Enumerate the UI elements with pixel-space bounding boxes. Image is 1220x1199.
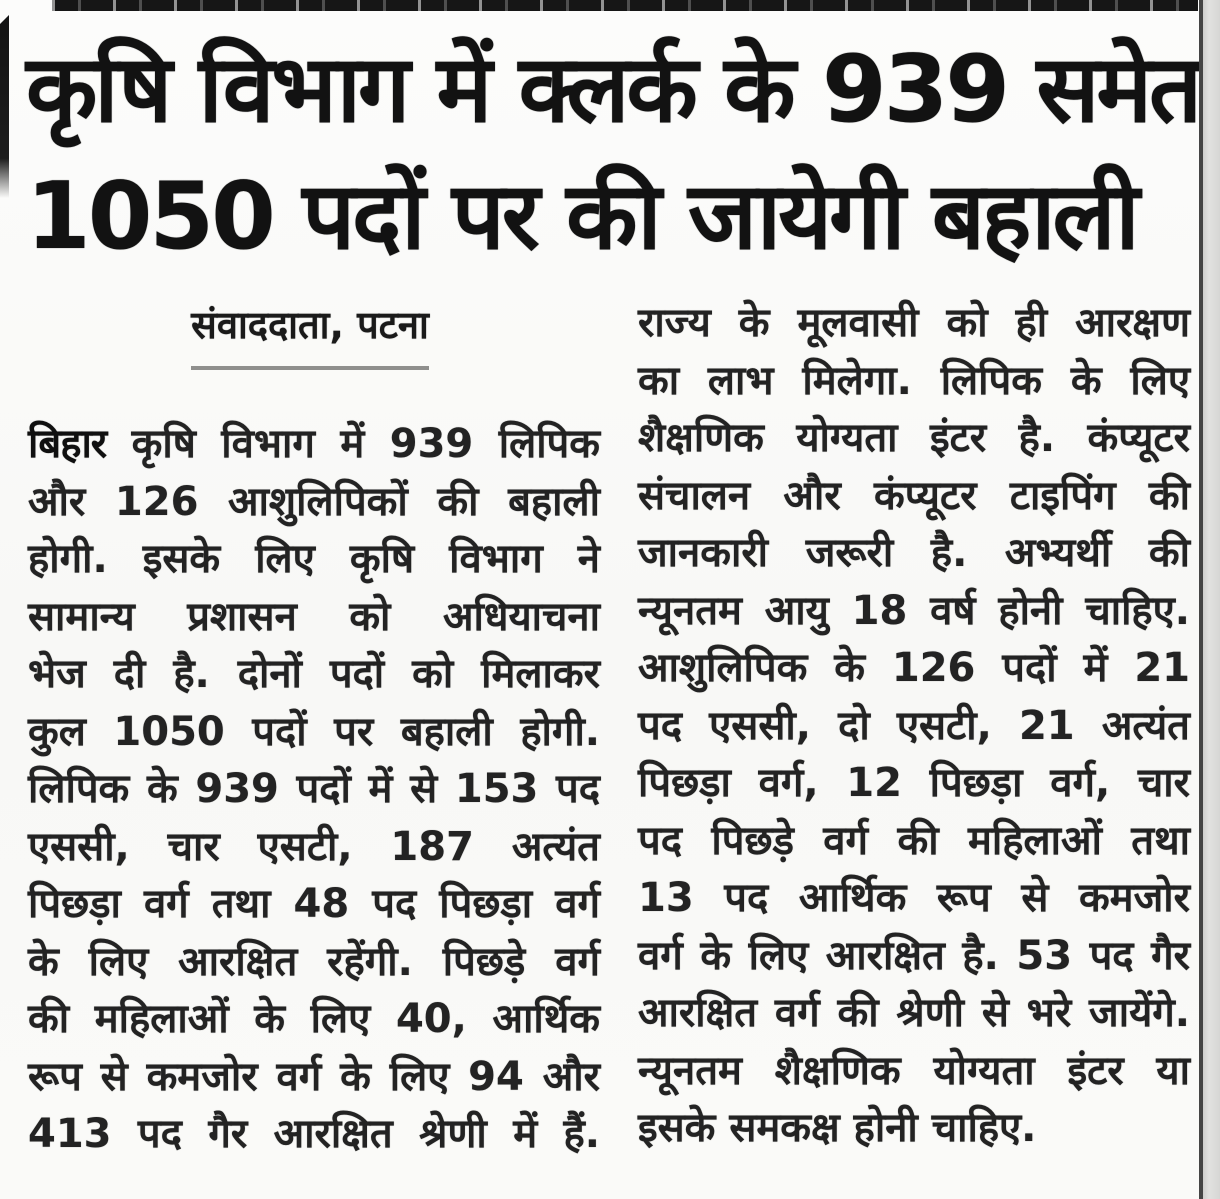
article-headline — [26, 26, 1199, 280]
body-line: कुल 1050 पदों पर बहाली होगी. — [28, 708, 600, 755]
scan-corner-notch — [0, 0, 24, 24]
body-line: बिहार कृषि विभाग में 939 लिपिक — [28, 421, 600, 467]
body-line: होगी. इसके लिए कृषि विभाग ने — [28, 536, 600, 582]
body-line: आरक्षित वर्ग की श्रेणी से भरे जायेंगे. — [638, 990, 1190, 1036]
body-line: और 126 आशुलिपिकों की बहाली — [28, 478, 600, 525]
body-line: के लिए आरक्षित रहेंगी. पिछड़े वर्ग — [28, 938, 600, 985]
body-line: सामान्य प्रशासन को अधियाचना — [28, 593, 600, 640]
body-line: आशुलिपिक के 126 पदों में 21 — [638, 645, 1190, 691]
article-column-left — [28, 416, 600, 1164]
body-line: का लाभ मिलेगा. लिपिक के लिए — [638, 357, 1190, 404]
body-line: भेज दी है. दोनों पदों को मिलाकर — [28, 651, 600, 697]
body-line: जानकारी जरूरी है. अभ्यर्थी की — [638, 530, 1190, 576]
body-line: शैक्षणिक योग्यता इंटर है. कंप्यूटर — [638, 415, 1190, 461]
body-line: पिछड़ा वर्ग तथा 48 पद पिछड़ा वर्ग — [28, 881, 600, 927]
byline-rule — [191, 366, 429, 370]
scan-edge-left-bar — [0, 0, 9, 198]
body-line: 13 पद आर्थिक रूप से कमजोर — [638, 875, 1190, 921]
body-line: एससी, चार एसटी, 187 अत्यंत — [28, 823, 600, 870]
cutoff-text-strip — [52, 0, 1198, 11]
column-divider-gutter — [1199, 0, 1220, 1199]
body-line: वर्ग के लिए आरक्षित है. 53 पद गैर — [638, 932, 1190, 979]
headline-line-2: 1050 पदों पर की जायेगी बहाली — [26, 162, 1137, 270]
body-line: लिपिक के 939 पदों में से 153 पद — [28, 766, 600, 812]
article-column-right — [638, 295, 1190, 1158]
body-line: न्यूनतम आयु 18 वर्ष होनी चाहिए. — [638, 587, 1190, 634]
body-line: पद एससी, दो एसटी, 21 अत्यंत — [638, 702, 1190, 749]
body-line: न्यूनतम शैक्षणिक योग्यता इंटर या — [638, 1047, 1190, 1094]
body-line: रूप से कमजोर वर्ग के लिए 94 और — [28, 1053, 600, 1100]
headline-line-1: कृषि विभाग में क्लर्क के 939 समेत — [26, 35, 1199, 143]
body-line: पिछड़ा वर्ग, 12 पिछड़ा वर्ग, चार — [638, 760, 1190, 806]
body-line: संचालन और कंप्यूटर टाइपिंग की — [638, 472, 1190, 519]
byline-block — [30, 298, 590, 370]
body-line: राज्य के मूलवासी को ही आरक्षण — [638, 300, 1190, 346]
body-line: 413 पद गैर आरक्षित श्रेणी में हैं. — [28, 1111, 600, 1157]
body-line: पद पिछड़े वर्ग की महिलाओं तथा — [638, 817, 1190, 864]
body-line: की महिलाओं के लिए 40, आर्थिक — [28, 996, 600, 1042]
dateline-lead-word: बिहार — [28, 421, 107, 467]
byline-text: संवाददाता, पटना — [191, 303, 429, 347]
body-line: इसके समकक्ष होनी चाहिए. — [638, 1105, 1037, 1151]
